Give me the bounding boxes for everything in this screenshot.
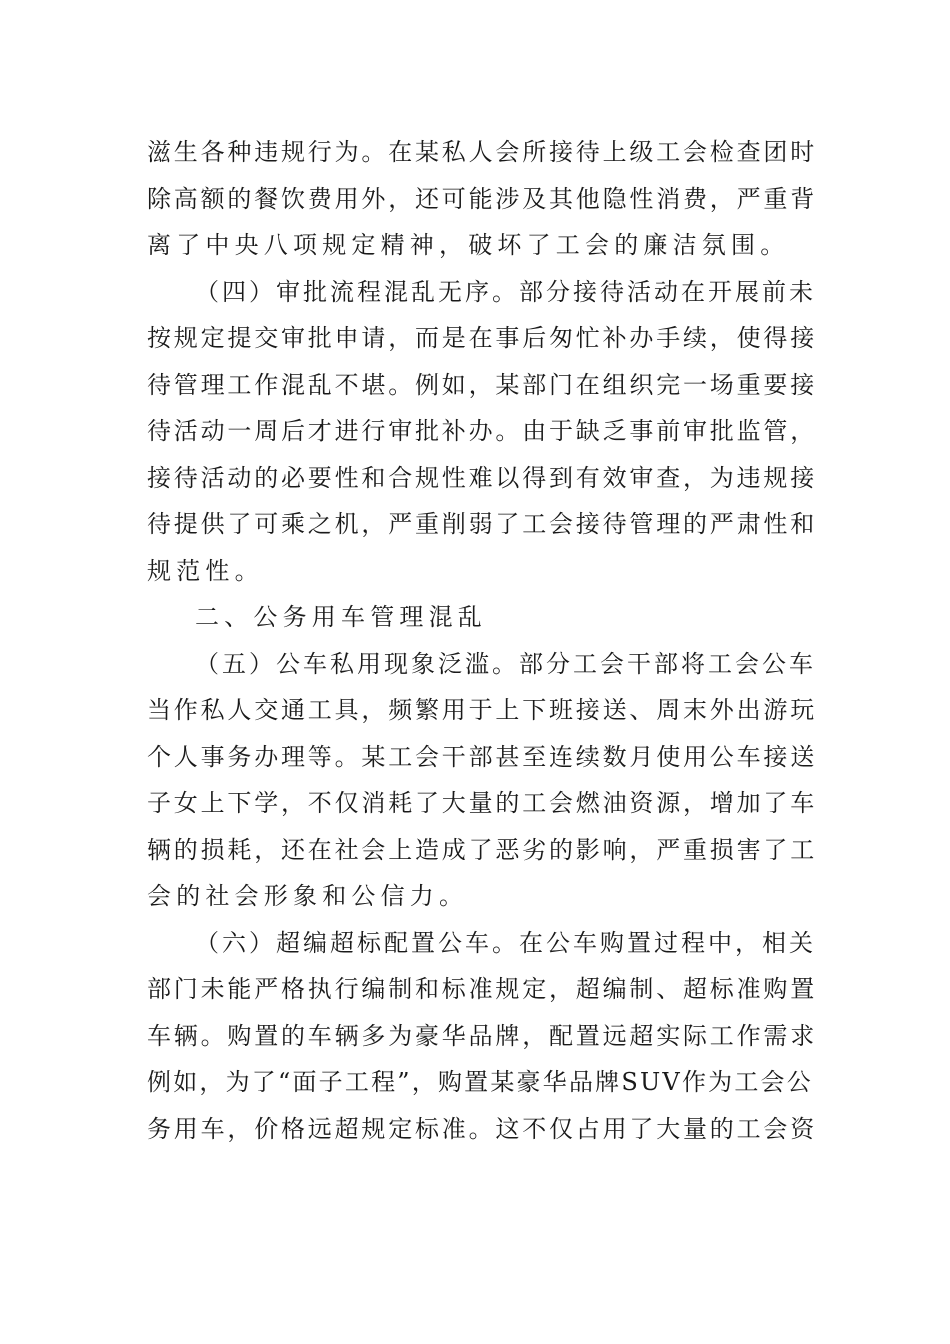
text-line: 待提供了可乘之机，严重削弱了工会接待管理的严肃性和	[147, 510, 817, 538]
text-line: 按规定提交审批申请，而是在事后匆忙补办手续，使得接	[147, 324, 817, 352]
text-line: 除高额的餐饮费用外，还可能涉及其他隐性消费，严重背	[147, 184, 817, 213]
text-line: 离了中央八项规定精神，破坏了工会的廉洁氛围。	[147, 231, 790, 259]
text-line: 部门未能严格执行编制和标准规定，超编制、超标准购置	[147, 975, 817, 1003]
paragraph-heading-line: （五）公车私用现象泛滥。部分工会干部将工会公车	[195, 649, 816, 678]
text-line: 务用车，价格远超规定标准。这不仅占用了大量的工会资	[147, 1114, 817, 1143]
text-line: 个人事务办理等。某工会干部甚至连续数月使用公车接送	[147, 742, 817, 771]
text-line: 子女上下学，不仅消耗了大量的工会燃油资源，增加了车	[147, 789, 817, 817]
paragraph-heading-line: （四）审批流程混乱无序。部分接待活动在开展前未	[195, 277, 816, 306]
text-line: 会的社会形象和公信力。	[147, 882, 469, 910]
text-line: 滋生各种违规行为。在某私人会所接待上级工会检查团时	[147, 138, 817, 166]
text-line: 待活动一周后才进行审批补办。由于缺乏事前审批监管，	[147, 417, 817, 445]
text-line: 当作私人交通工具，频繁用于上下班接送、周末外出游玩	[147, 696, 817, 724]
text-line: 接待活动的必要性和合规性难以得到有效审查，为违规接	[147, 463, 817, 492]
text-line: 待管理工作混乱不堪。例如，某部门在组织完一场重要接	[147, 370, 817, 399]
text-line: 规范性。	[147, 556, 264, 585]
document-body	[147, 129, 817, 1152]
text-line: 例如，为了“面子工程”，购置某豪华品牌SUV作为工会公	[147, 1068, 813, 1096]
section-heading: 二、公务用车管理混乱	[195, 603, 487, 631]
text-line: 车辆。购置的车辆多为豪华品牌，配置远超实际工作需求	[147, 1021, 817, 1050]
paragraph-heading-line: （六）超编超标配置公车。在公车购置过程中，相关	[195, 928, 816, 957]
text-line: 辆的损耗，还在社会上造成了恶劣的影响，严重损害了工	[147, 835, 817, 864]
